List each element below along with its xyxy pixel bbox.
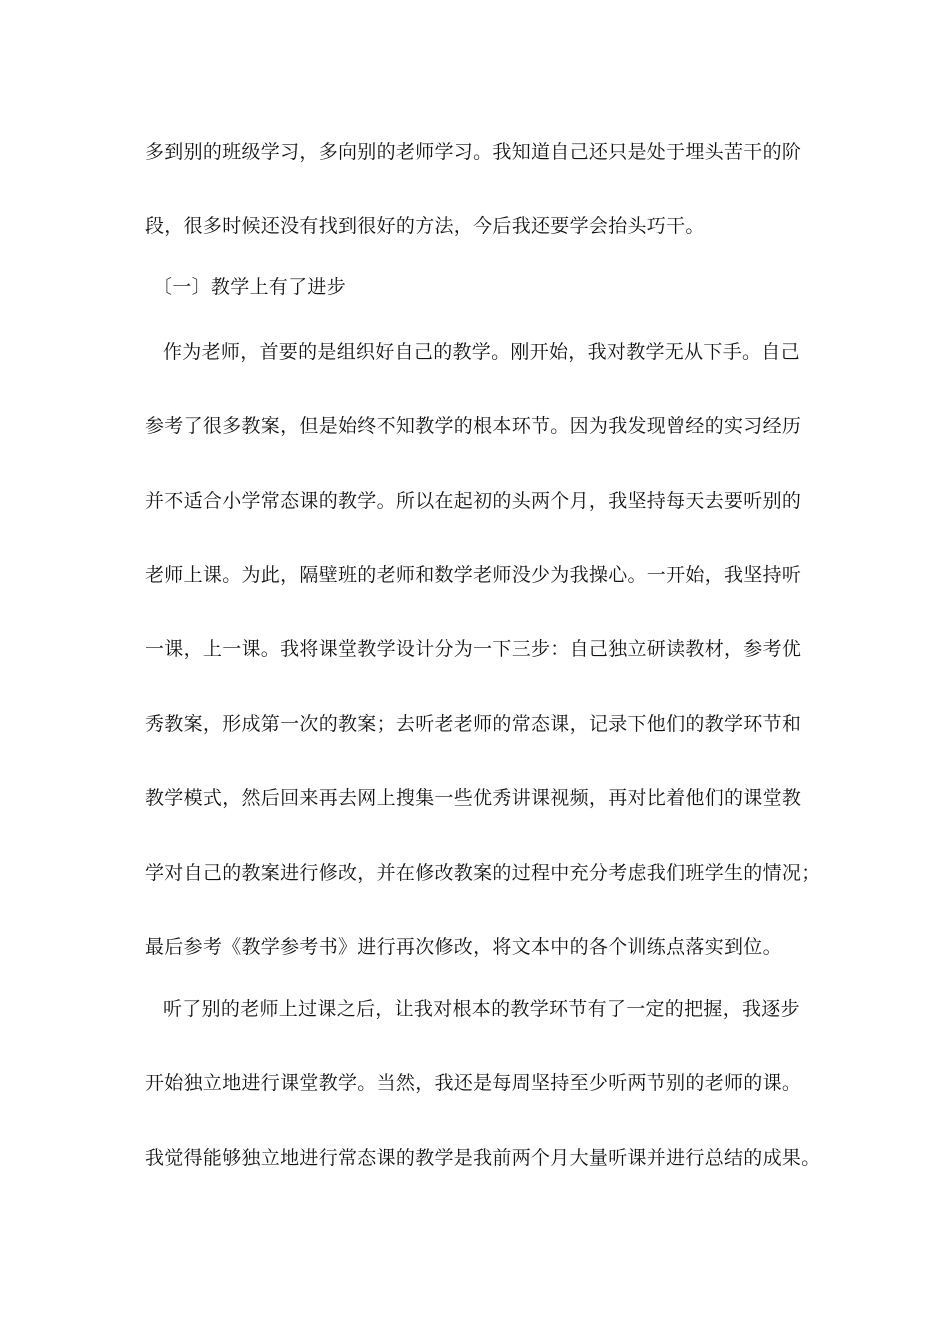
paragraph-line: 老师上课。为此，隔壁班的老师和数学老师没少为我操心。一开始，我坚持听 <box>145 564 802 586</box>
paragraph-line: 一课，上一课。我将课堂教学设计分为一下三步：自己独立研读教材，参考优 <box>145 638 802 660</box>
paragraph-line: 秀教案，形成第一次的教案；去听老老师的常态课，记录下他们的教学环节和 <box>145 713 802 735</box>
paragraph-line: 参考了很多教案，但是始终不知教学的根本环节。因为我发现曾经的实习经历 <box>145 415 802 437</box>
paragraph-line: 开始独立地进行课堂教学。当然，我还是每周坚持至少听两节别的老师的课。 <box>145 1072 802 1094</box>
paragraph-line: 我觉得能够独立地进行常态课的教学是我前两个月大量听课并进行总结的成果。 <box>145 1147 821 1169</box>
paragraph-line: 段，很多时候还没有找到很好的方法，今后我还要学会抬头巧干。 <box>145 215 705 237</box>
paragraph-line: 多到别的班级学习，多向别的老师学习。我知道自己还只是处于埋头苦干的阶 <box>145 141 802 163</box>
paragraph-line: 并不适合小学常态课的教学。所以在起初的头两个月，我坚持每天去要听别的 <box>145 490 802 512</box>
paragraph-line: 学对自己的教案进行修改，并在修改教案的过程中充分考虑我们班学生的情况； <box>145 862 821 884</box>
paragraph-line: 作为老师，首要的是组织好自己的教学。刚开始，我对教学无从下手。自己 <box>163 341 800 363</box>
paragraph-line: 教学模式，然后回来再去网上搜集一些优秀讲课视频，再对比着他们的课堂教 <box>145 787 802 809</box>
paragraph-line: 最后参考《教学参考书》进行再次修改，将文本中的各个训练点落实到位。 <box>145 936 782 958</box>
section-heading: 〔一〕教学上有了进步 <box>153 276 347 298</box>
paragraph-line: 听了别的老师上过课之后，让我对根本的教学环节有了一定的把握，我逐步 <box>163 998 800 1020</box>
